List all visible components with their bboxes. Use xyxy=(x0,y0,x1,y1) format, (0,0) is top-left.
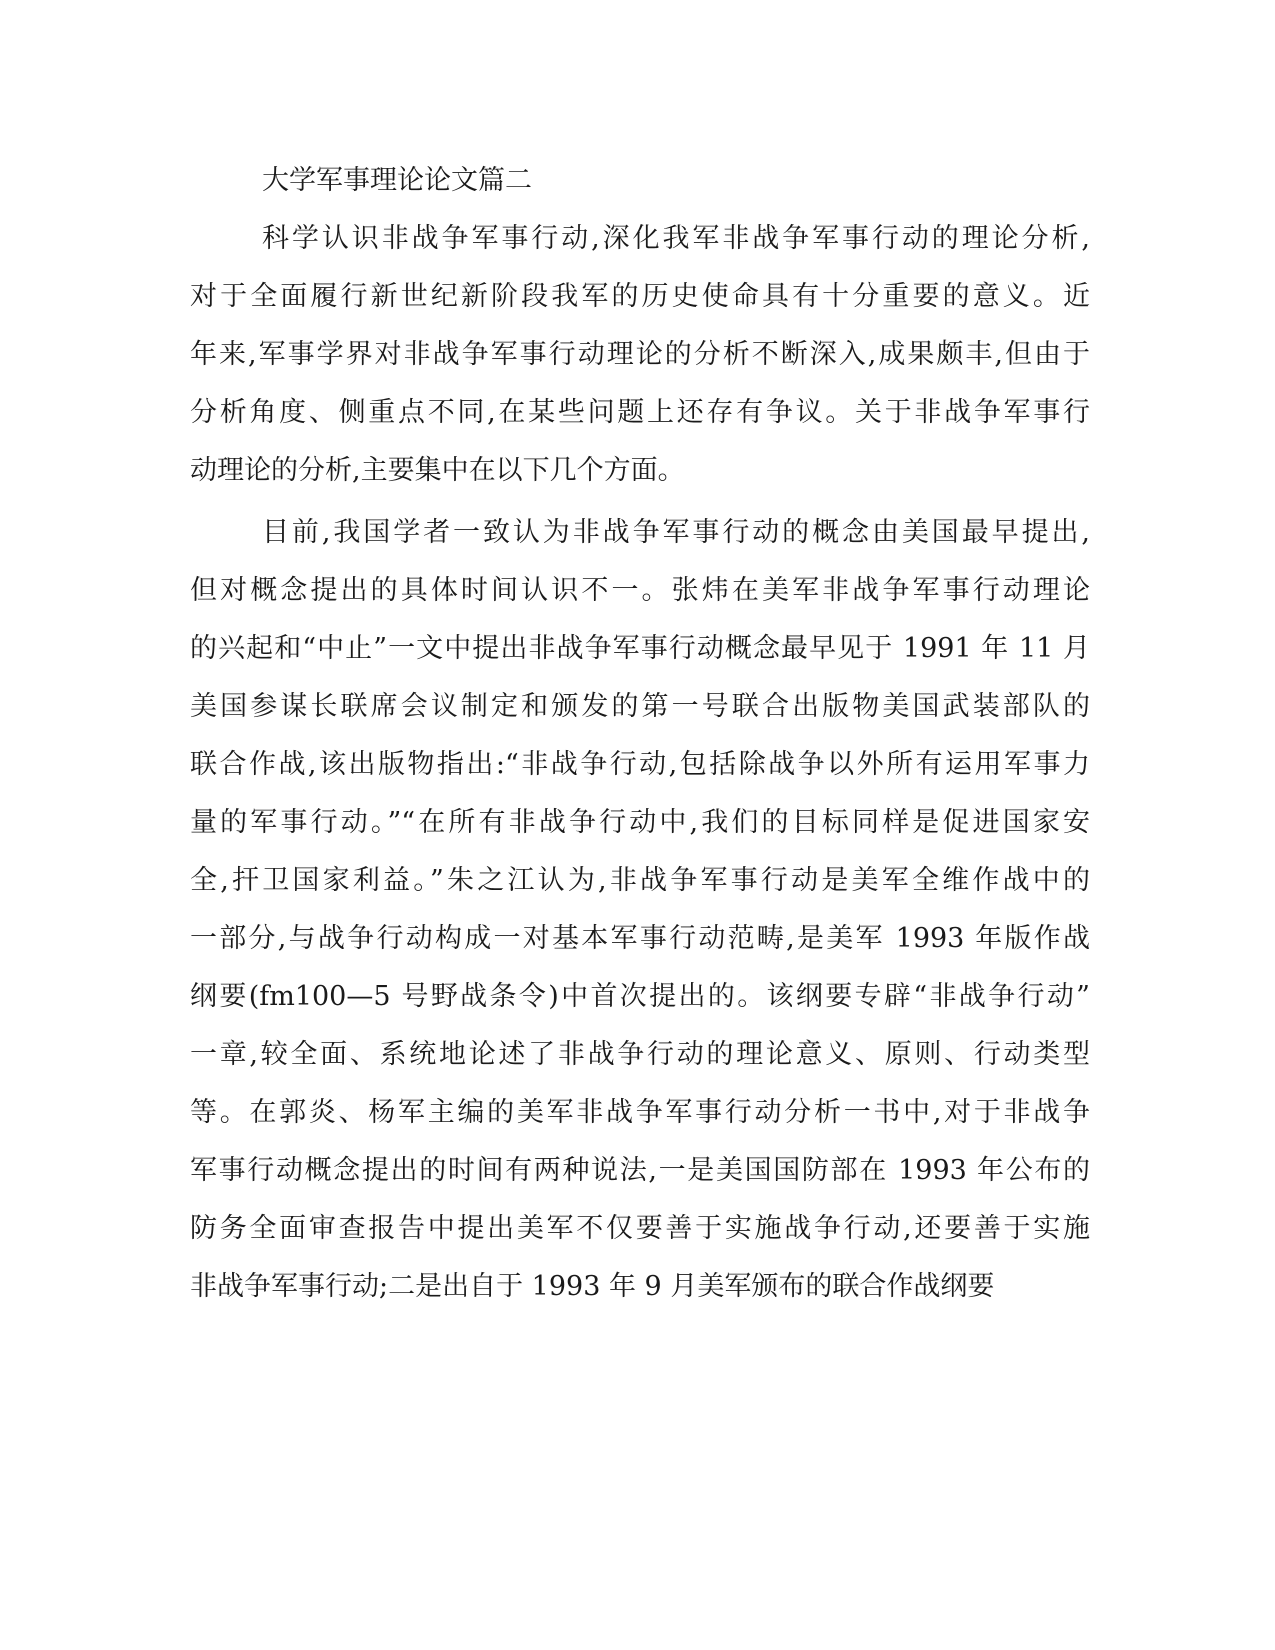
paragraph-line: 一章,较全面、系统地论述了非战争行动的理论意义、原则、行动类型 xyxy=(190,1039,1090,1070)
paragraph-line: 等。在郭炎、杨军主编的美军非战争军事行动分析一书中,对于非战争 xyxy=(190,1097,1090,1128)
paragraph-line: 目前,我国学者一致认为非战争军事行动的概念由美国最早提出, xyxy=(262,517,1090,548)
paragraph-line: 量的军事行动。”“在所有非战争行动中,我们的目标同样是促进国家安 xyxy=(190,807,1090,838)
paragraph-line: 军事行动概念提出的时间有两种说法,一是美国国防部在 1993 年公布的 xyxy=(190,1155,1090,1186)
paragraph-line: 动理论的分析,主要集中在以下几个方面。 xyxy=(190,455,685,486)
paragraph-line: 的兴起和“中止”一文中提出非战争军事行动概念最早见于 1991 年 11 月 xyxy=(190,633,1090,664)
paragraph-line: 非战争军事行动;二是出自于 1993 年 9 月美军颁布的联合作战纲要 xyxy=(190,1271,995,1302)
paragraph-line: 防务全面审查报告中提出美军不仅要善于实施战争行动,还要善于实施 xyxy=(190,1213,1090,1244)
paragraph-line: 科学认识非战争军事行动,深化我军非战争军事行动的理论分析, xyxy=(262,223,1090,254)
paragraph-line: 联合作战,该出版物指出:“非战争行动,包括除战争以外所有运用军事力 xyxy=(190,749,1090,780)
paragraph-line: 全,扞卫国家利益。”朱之江认为,非战争军事行动是美军全维作战中的 xyxy=(190,865,1090,896)
paragraph-line: 但对概念提出的具体时间认识不一。张炜在美军非战争军事行动理论 xyxy=(190,575,1090,606)
paragraph-line: 对于全面履行新世纪新阶段我军的历史使命具有十分重要的意义。近 xyxy=(190,281,1090,312)
paragraph-line: 年来,军事学界对非战争军事行动理论的分析不断深入,成果颇丰,但由于 xyxy=(190,339,1090,370)
paragraph-line: 纲要(fm100—5 号野战条令)中首次提出的。该纲要专辟“非战争行动” xyxy=(190,981,1090,1012)
document-title: 大学军事理论论文篇二 xyxy=(262,165,532,196)
paragraph-line: 分析角度、侧重点不同,在某些问题上还存有争议。关于非战争军事行 xyxy=(190,397,1090,428)
paragraph-line: 美国参谋长联席会议制定和颁发的第一号联合出版物美国武装部队的 xyxy=(190,691,1090,722)
paragraph-line: 一部分,与战争行动构成一对基本军事行动范畴,是美军 1993 年版作战 xyxy=(190,923,1090,954)
